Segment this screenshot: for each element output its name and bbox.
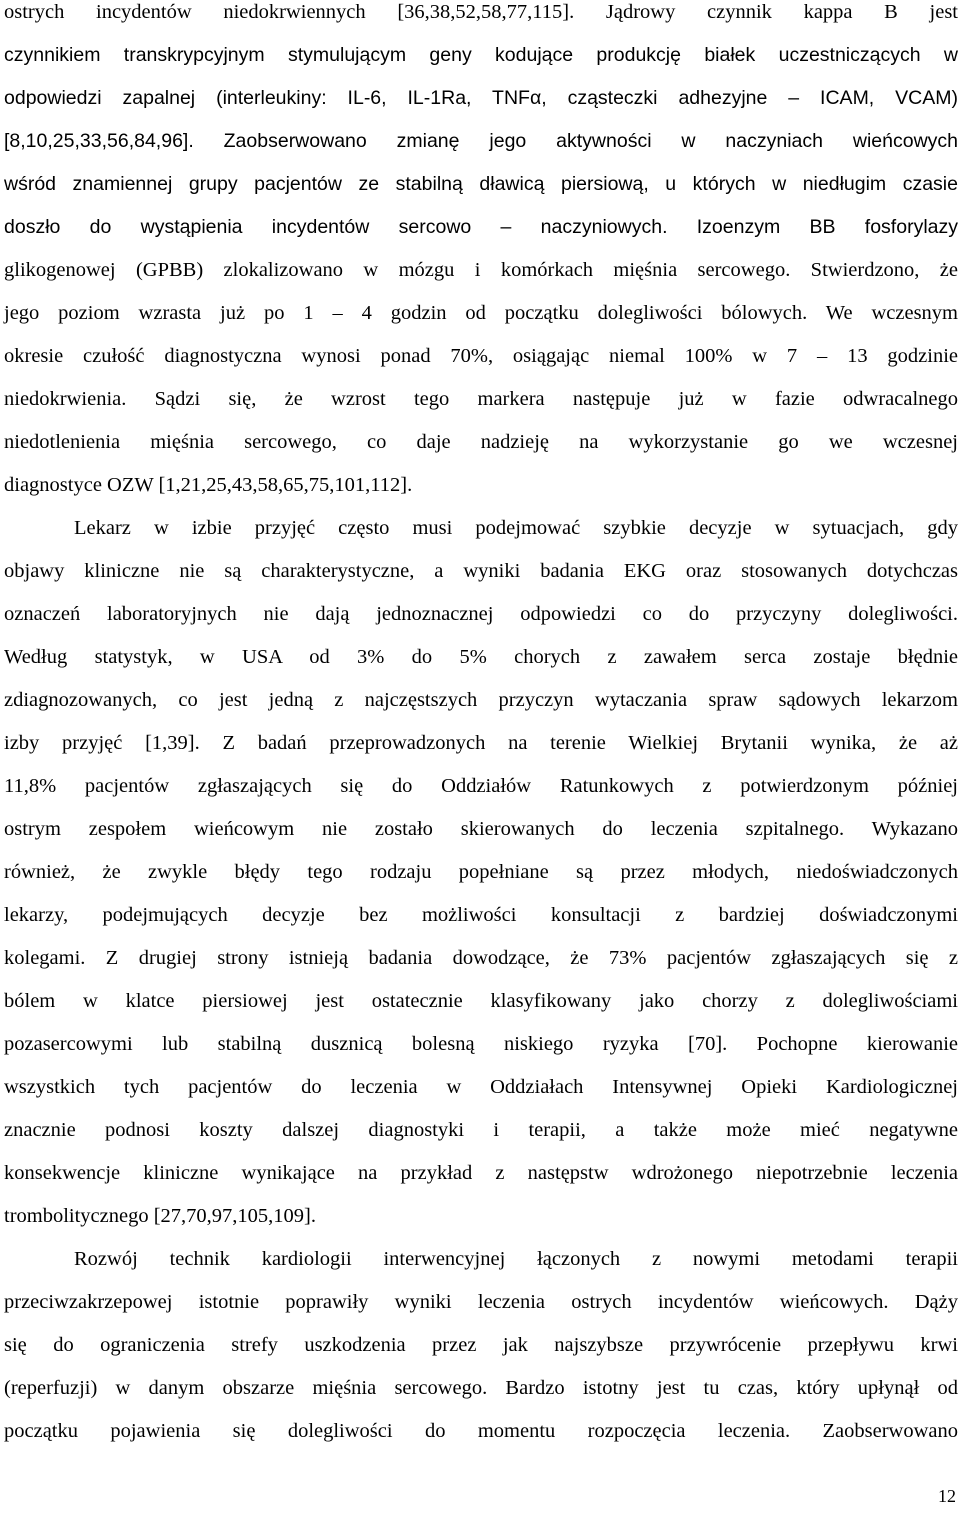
text-line: Rozwój technik kardiologii interwencyjnej łączonych z nowymi metodami terapii bbox=[74, 1248, 958, 1270]
text-line: izby przyjęć [1,39]. Z badań przeprowadzonych na terenie Wielkiej Brytanii wynika, że aż bbox=[4, 732, 958, 754]
text-line: [8,10,25,33,56,84,96]. Zaobserwowano zmianę jego aktywności w naczyniach wieńcowych bbox=[4, 130, 958, 152]
text-line: oznaczeń laboratoryjnych nie dają jednoznacznej odpowiedzi co do przyczyny dolegliwości. bbox=[4, 603, 958, 625]
text-line: zdiagnozowanych, co jest jedną z najczęstszych przyczyn wytaczania spraw sądowych lekarzom bbox=[4, 689, 958, 711]
document-page bbox=[4, 0, 958, 1453]
text-line: diagnostyce OZW [1,21,25,43,58,65,75,101,112]. bbox=[4, 474, 413, 496]
text-line: jego poziom wzrasta już po 1 – 4 godzin od początku dolegliwości bólowych. We wczesnym bbox=[4, 302, 958, 324]
text-line: Według statystyk, w USA od 3% do 5% chorych z zawałem serca zostaje błędnie bbox=[4, 646, 958, 668]
text-line: ostrych incydentów niedokrwiennych [36,38,52,58,77,115]. Jądrowy czynnik kappa B jest bbox=[4, 1, 958, 23]
text-line: (reperfuzji) w danym obszarze mięśnia sercowego. Bardzo istotny jest tu czas, który upłynął od bbox=[4, 1377, 958, 1399]
text-line: początku pojawienia się dolegliwości do momentu rozpoczęcia leczenia. Zaobserwowano bbox=[4, 1420, 958, 1442]
text-line: czynnikiem transkrypcyjnym stymulującym geny kodujące produkcję białek uczestniczących w bbox=[4, 44, 958, 66]
text-line: trombolitycznego [27,70,97,105,109]. bbox=[4, 1205, 317, 1227]
paragraph-2 bbox=[4, 507, 958, 1238]
text-line: wśród znamiennej grupy pacjentów ze stabilną dławicą piersiową, u których w niedługim czasie bbox=[4, 173, 958, 195]
text-line: przeciwzakrzepowej istotnie poprawiły wyniki leczenia ostrych incydentów wieńcowych. Dąży bbox=[4, 1291, 958, 1313]
text-line: niedokrwienia. Sądzi się, że wzrost tego markera następuje już w fazie odwracalnego bbox=[4, 388, 958, 410]
paragraph-1 bbox=[4, 0, 958, 507]
page-number: 12 bbox=[938, 1486, 956, 1506]
text-line: 11,8% pacjentów zgłaszających się do Oddziałów Ratunkowych z potwierdzonym później bbox=[4, 775, 958, 797]
text-line: pozasercowymi lub stabilną dusznicą bolesną niskiego ryzyka [70]. Pochopne kierowanie bbox=[4, 1033, 958, 1055]
text-line: Lekarz w izbie przyjęć często musi podejmować szybkie decyzje w sytuacjach, gdy bbox=[74, 517, 958, 539]
text-line: bólem w klatce piersiowej jest ostatecznie klasyfikowany jako chorzy z dolegliwościami bbox=[4, 990, 958, 1012]
text-line: okresie czułość diagnostyczna wynosi ponad 70%, osiągając niemal 100% w 7 – 13 godzinie bbox=[4, 345, 958, 367]
text-line: lekarzy, podejmujących decyzje bez możliwości konsultacji z bardziej doświadczonymi bbox=[4, 904, 958, 926]
text-line: glikogenowej (GPBB) zlokalizowano w mózgu i komórkach mięśnia sercowego. Stwierdzono, że bbox=[4, 259, 958, 281]
text-line: objawy kliniczne nie są charakterystyczne, a wyniki badania EKG oraz stosowanych dotychczas bbox=[4, 560, 958, 582]
text-line: konsekwencje kliniczne wynikające na przykład z następstw wdrożonego niepotrzebnie leczenia bbox=[4, 1162, 958, 1184]
text-line: doszło do wystąpienia incydentów sercowo – naczyniowych. Izoenzym BB fosforylazy bbox=[4, 216, 958, 238]
text-line: ostrym zespołem wieńcowym nie zostało skierowanych do leczenia szpitalnego. Wykazano bbox=[4, 818, 958, 840]
text-line: kolegami. Z drugiej strony istnieją badania dowodzące, że 73% pacjentów zgłaszających się z bbox=[4, 947, 958, 969]
text-line: również, że zwykle błędy tego rodzaju popełniane są przez młodych, niedoświadczonych bbox=[4, 861, 958, 883]
text-line: odpowiedzi zapalnej (interleukiny: IL-6, IL-1Ra, TNFα, cząsteczki adhezyjne – ICAM, VCAM) bbox=[4, 87, 958, 109]
text-line: się do ograniczenia strefy uszkodzenia przez jak najszybsze przywrócenie przepływu krwi bbox=[4, 1334, 958, 1356]
text-line: niedotlenienia mięśnia sercowego, co daje nadzieję na wykorzystanie go we wczesnej bbox=[4, 431, 958, 453]
text-line: wszystkich tych pacjentów do leczenia w Oddziałach Intensywnej Opieki Kardiologicznej bbox=[4, 1076, 958, 1098]
text-line: znacznie podnosi koszty dalszej diagnostyki i terapii, a także może mieć negatywne bbox=[4, 1119, 958, 1141]
paragraph-3 bbox=[4, 1238, 958, 1453]
